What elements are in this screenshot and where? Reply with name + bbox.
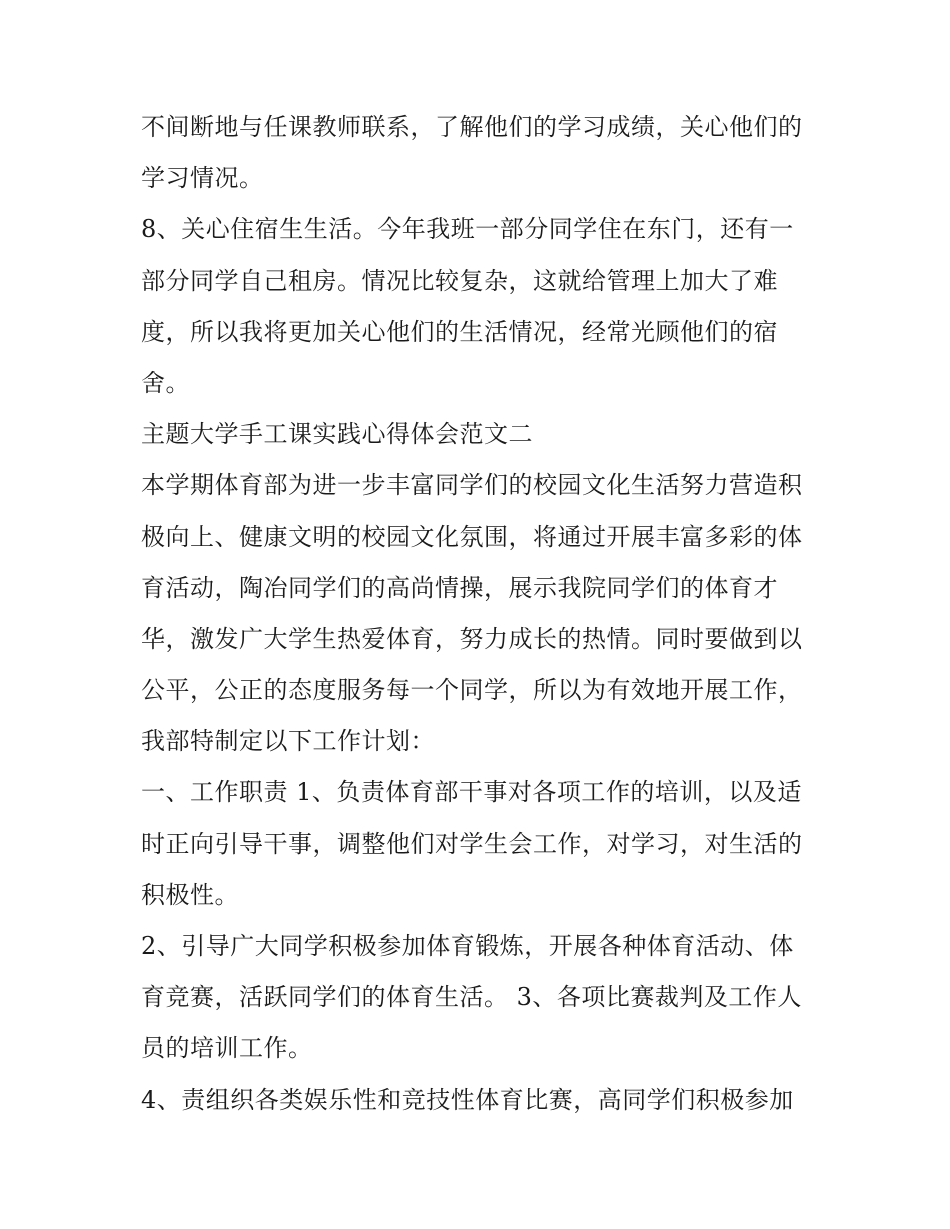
text-line: 极向上、健康文明的校园文化氛围，将通过开展丰富多彩的体	[141, 522, 803, 551]
text-line: 员的培训工作。	[141, 1034, 313, 1063]
text-line: 舍。	[141, 368, 190, 397]
text-line: 8、关心住宿生生活。今年我班一部分同学住在东门，还有一	[141, 215, 794, 244]
text-line: 育竞赛，活跃同学们的体育生活。 3、各项比赛裁判及工作人	[141, 983, 802, 1012]
text-line: 2、引导广大同学积极参加体育锻炼，开展各种体育活动、体	[141, 932, 794, 960]
text-line: 公平，公正的态度服务每一个同学，所以为有效地开展工作，	[141, 676, 803, 705]
text-line: 华，激发广大学生热爱体育，努力成长的热情。同时要做到以	[141, 624, 803, 653]
text-line: 不间断地与任课教师联系，了解他们的学习成绩，关心他们的	[141, 113, 803, 141]
text-line: 积极性。	[141, 880, 239, 909]
text-line: 学习情况。	[141, 164, 264, 193]
text-line: 4、责组织各类娱乐性和竞技性体育比赛，高同学们积极参加	[141, 1085, 794, 1114]
text-line: 育活动，陶冶同学们的高尚情操，展示我院同学们的体育才	[141, 573, 778, 602]
section-heading: 主题大学手工课实践心得体会范文二	[141, 420, 533, 449]
text-line: 时正向引导干事，调整他们对学生会工作，对学习，对生活的	[141, 829, 803, 858]
text-line: 一、工作职责 1、负责体育部干事对各项工作的培训，以及适	[141, 778, 802, 807]
text-line: 我部特制定以下工作计划：	[141, 727, 435, 756]
text-line: 度，所以我将更加关心他们的生活情况，经常光顾他们的宿	[141, 317, 778, 346]
document-body	[141, 102, 821, 1126]
text-line: 部分同学自己租房。情况比较复杂，这就给管理上加大了难	[141, 266, 778, 295]
text-line: 本学期体育部为进一步丰富同学们的校园文化生活努力营造积	[141, 471, 803, 500]
